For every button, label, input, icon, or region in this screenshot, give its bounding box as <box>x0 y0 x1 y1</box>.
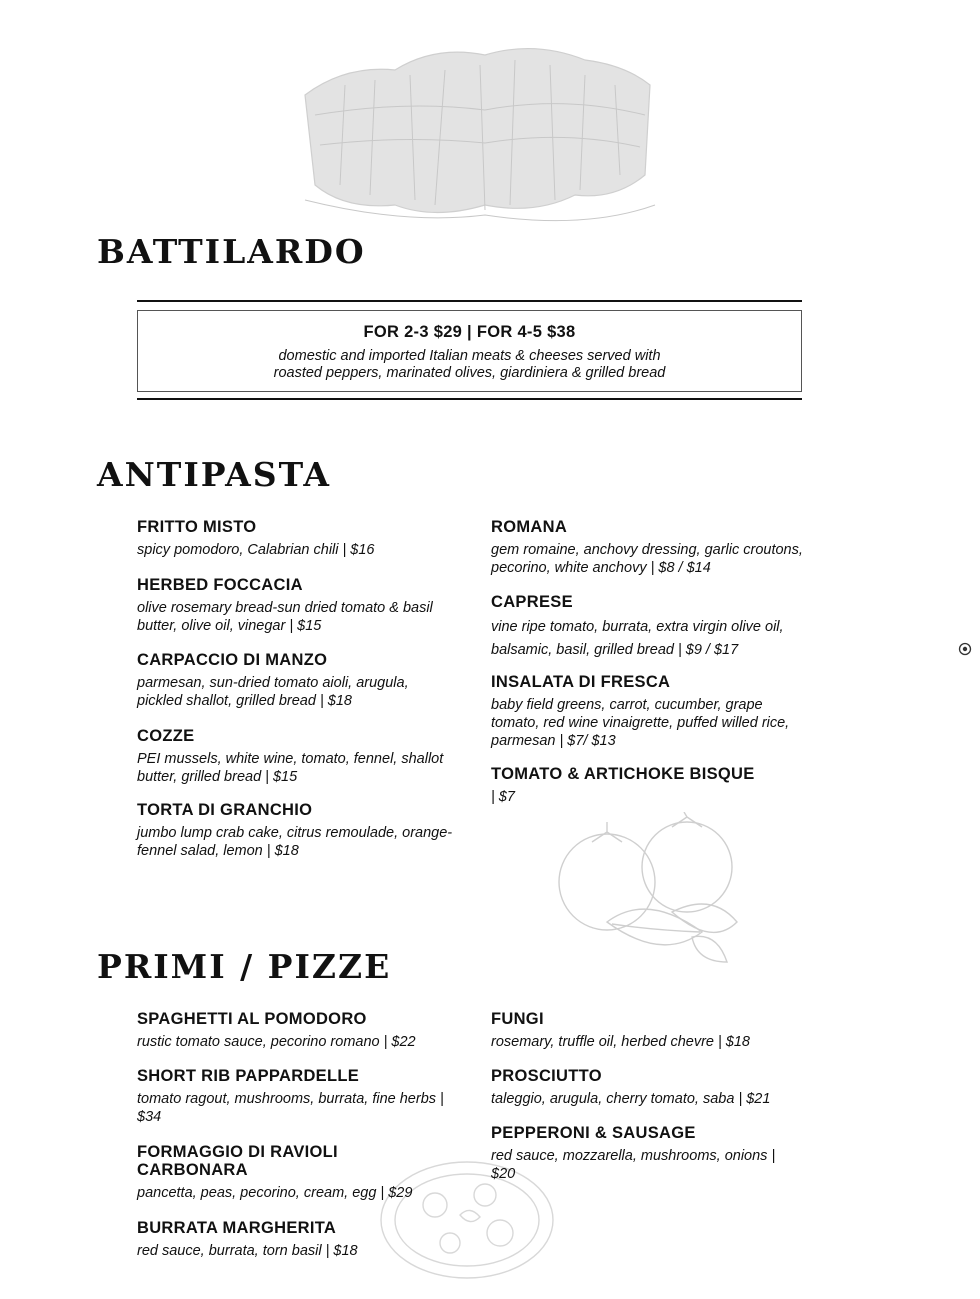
menu-item-description: parmesan, sun-dried tomato aioli, arugula, pickled shallot, grilled bread | $18 <box>137 675 409 709</box>
menu-item <box>491 765 831 806</box>
menu-item-name: CAPRESE <box>491 593 573 611</box>
menu-item-name: FORMAGGIO DI RAVIOLI CARBONARA <box>137 1143 338 1179</box>
menu-item-description: rustic tomato sauce, pecorino romano | $22 <box>137 1034 416 1050</box>
menu-item-description: jumbo lump crab cake, citrus remoulade, orange-fennel salad, lemon | $18 <box>137 825 453 859</box>
menu-item-name: FUNGI <box>491 1010 544 1028</box>
battilardo-desc-line-2: roasted peppers, marinated olives, giardiniera & grilled bread <box>273 365 666 381</box>
menu-item <box>137 1143 413 1202</box>
crosshair-icon[interactable] <box>958 642 972 656</box>
menu-item-description: olive rosemary bread-sun dried tomato & basil butter, olive oil, vinegar | $15 <box>137 600 433 634</box>
menu-item <box>491 1067 811 1108</box>
menu-item-name: ROMANA <box>491 518 568 536</box>
menu-item-description: vine ripe tomato, burrata, extra virgin olive oil, balsamic, basil, grilled bread | $9 / $17 <box>491 619 784 658</box>
menu-item-description: pancetta, peas, pecorino, cream, egg | $29 <box>137 1185 413 1201</box>
menu-item-description: taleggio, arugula, cherry tomato, saba | $21 <box>491 1091 771 1107</box>
menu-item-description: baby field greens, carrot, cucumber, grape tomato, red wine vinaigrette, puffed willed rice, parmesan | $7/ $13 <box>491 697 790 749</box>
antipasta-title: ANTIPASTA <box>97 455 331 494</box>
menu-item-name: BURRATA MARGHERITA <box>137 1219 337 1237</box>
menu-item <box>491 593 811 662</box>
menu-item-name: SHORT RIB PAPPARDELLE <box>137 1067 360 1085</box>
menu-item <box>137 576 457 635</box>
menu-item-description: tomato ragout, mushrooms, burrata, fine herbs | $34 <box>137 1091 444 1125</box>
menu-item-description: red sauce, mozzarella, mushrooms, onions | $20 <box>491 1148 776 1182</box>
menu-item <box>137 727 457 786</box>
battilardo-bottom-rule <box>137 398 802 400</box>
menu-item <box>137 801 457 860</box>
battilardo-description <box>138 348 801 382</box>
landscape-sketch-illustration <box>285 25 665 225</box>
menu-item-name: SPAGHETTI AL POMODORO <box>137 1010 367 1028</box>
menu-item-name: TOMATO & ARTICHOKE BISQUE <box>491 765 755 783</box>
menu-item-description: PEI mussels, white wine, tomato, fennel, shallot butter, grilled bread | $15 <box>137 751 444 785</box>
battilardo-desc-line-1: domestic and imported Italian meats & cheeses served with <box>278 348 661 364</box>
menu-item <box>137 1067 457 1126</box>
menu-item-description: spicy pomodoro, Calabrian chili | $16 <box>137 542 375 558</box>
menu-item-description: | $7 <box>491 789 515 805</box>
menu-item <box>137 1010 457 1051</box>
menu-item-description: rosemary, truffle oil, herbed chevre | $18 <box>491 1034 750 1050</box>
menu-item <box>491 1010 811 1051</box>
menu-item <box>137 518 457 559</box>
battilardo-title: BATTILARDO <box>97 232 366 271</box>
menu-item-name: TORTA DI GRANCHIO <box>137 801 313 819</box>
menu-item <box>137 651 457 710</box>
battilardo-top-rule <box>137 300 802 302</box>
menu-item <box>491 673 811 750</box>
battilardo-box <box>137 310 802 392</box>
menu-item-description: gem romaine, anchovy dressing, garlic croutons, pecorino, white anchovy | $8 / $14 <box>491 542 803 576</box>
menu-item-name: PROSCIUTTO <box>491 1067 602 1085</box>
battilardo-price: FOR 2-3 $29 | FOR 4-5 $38 <box>363 323 576 341</box>
primi-pizze-title: PRIMI / PIZZE <box>97 947 392 986</box>
menu-item-name: FRITTO MISTO <box>137 518 257 536</box>
menu-item-name: COZZE <box>137 727 195 745</box>
menu-item <box>491 518 811 577</box>
menu-item-name: CARPACCIO DI MANZO <box>137 651 328 669</box>
menu-item <box>137 1219 457 1260</box>
menu-item-name: INSALATA DI FRESCA <box>491 673 671 691</box>
menu-item-name: PEPPERONI & SAUSAGE <box>491 1124 696 1142</box>
menu-item-description: red sauce, burrata, torn basil | $18 <box>137 1243 358 1259</box>
tomato-basil-sketch-illustration <box>552 812 747 972</box>
menu-item <box>491 1124 801 1183</box>
menu-item-name: HERBED FOCCACIA <box>137 576 303 594</box>
